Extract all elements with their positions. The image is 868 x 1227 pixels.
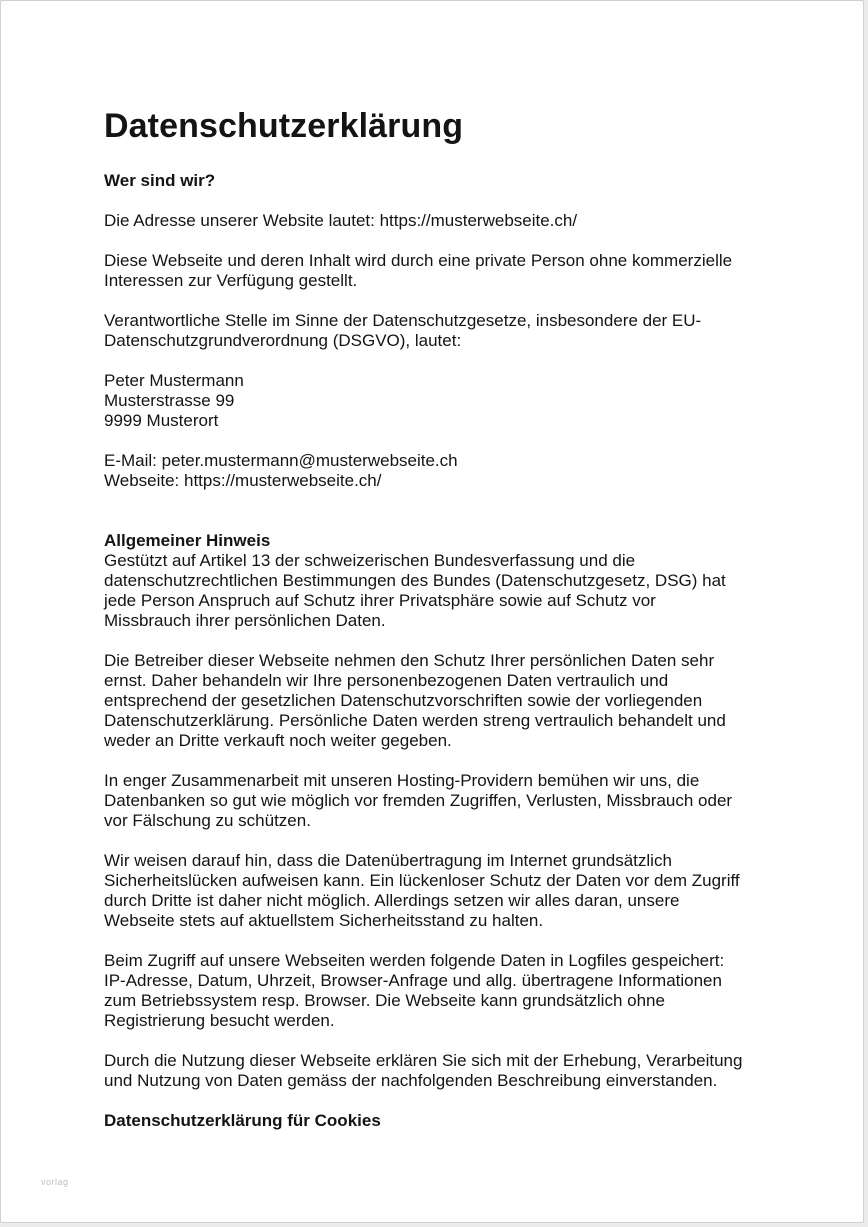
contact-email: E-Mail: peter.mustermann@musterwebseite.ch xyxy=(104,451,458,470)
general-notice-paragraph-1: Gestützt auf Artikel 13 der schweizerischen Bundesverfassung und die datenschutzrechtlichen Bestimmungen des Bundes (Datenschutzgesetz, DSG) hat jede Person Anspruch auf Schutz ihrer Privatsphäre sowie auf Schutz vor Missbrauch ihrer persönlichen Daten. xyxy=(104,551,726,630)
document-title: Datenschutzerklärung xyxy=(104,107,464,145)
heading-general-notice: Allgemeiner Hinweis xyxy=(104,531,271,550)
address-city: 9999 Musterort xyxy=(104,411,219,430)
postal-address xyxy=(104,371,804,431)
contact-info xyxy=(104,451,804,491)
watermark-text: vorlag xyxy=(41,1177,69,1187)
heading-cookies: Datenschutzerklärung für Cookies xyxy=(104,1111,381,1130)
responsible-party-paragraph: Verantwortliche Stelle im Sinne der Datenschutzgesetze, insbesondere der EU- Datenschutzgrundverordnung (DSGVO), lautet: xyxy=(104,311,702,350)
address-street: Musterstrasse 99 xyxy=(104,391,235,410)
general-notice-paragraph-5: Beim Zugriff auf unsere Webseiten werden folgende Daten in Logfiles gespeichert: IP-Adresse, Datum, Uhrzeit, Browser-Anfrage und allg. übertragene Informationen zum Betriebssystem resp. Browser. Die Webseite kann grundsätzlich ohne Registrierung besucht werden. xyxy=(104,951,725,1030)
document-content xyxy=(104,101,804,1131)
general-notice-paragraph-4: Wir weisen darauf hin, dass die Datenübertragung im Internet grundsätzlich Sicherheitslücken aufweisen kann. Ein lückenloser Schutz der Daten vor dem Zugriff durch Dritte ist daher nicht möglich. Allerdings setzen wir alles daran, unsere Webseite stets auf aktuellstem Sicherheitsstand zu halten. xyxy=(104,851,740,930)
website-address-paragraph: Die Adresse unserer Website lautet: https://musterwebseite.ch/ xyxy=(104,211,578,230)
general-notice-paragraph-6: Durch die Nutzung dieser Webseite erklären Sie sich mit der Erhebung, Verarbeitung und Nutzung von Daten gemäss der nachfolgenden Beschreibung einverstanden. xyxy=(104,1051,743,1090)
address-name: Peter Mustermann xyxy=(104,371,244,390)
heading-who-are-we: Wer sind wir? xyxy=(104,171,216,190)
general-notice-paragraph-2: Die Betreiber dieser Webseite nehmen den Schutz Ihrer persönlichen Daten sehr ernst. Daher behandeln wir Ihre personenbezogenen Daten vertraulich und entsprechend der gesetzlichen Datenschutzvorschriften sowie der vorliegenden Datenschutzerklärung. Persönliche Daten werden streng vertraulich behandelt und weder an Dritte verkauft noch weiter gegeben. xyxy=(104,651,726,750)
private-person-paragraph: Diese Webseite und deren Inhalt wird durch eine private Person ohne kommerzielle Interessen zur Verfügung gestellt. xyxy=(104,251,733,290)
contact-website: Webseite: https://musterwebseite.ch/ xyxy=(104,471,382,490)
general-notice-paragraph-3: In enger Zusammenarbeit mit unseren Hosting-Providern bemühen wir uns, die Datenbanken so gut wie möglich vor fremden Zugriffen, Verlusten, Missbrauch oder vor Fälschung zu schützen. xyxy=(104,771,733,830)
